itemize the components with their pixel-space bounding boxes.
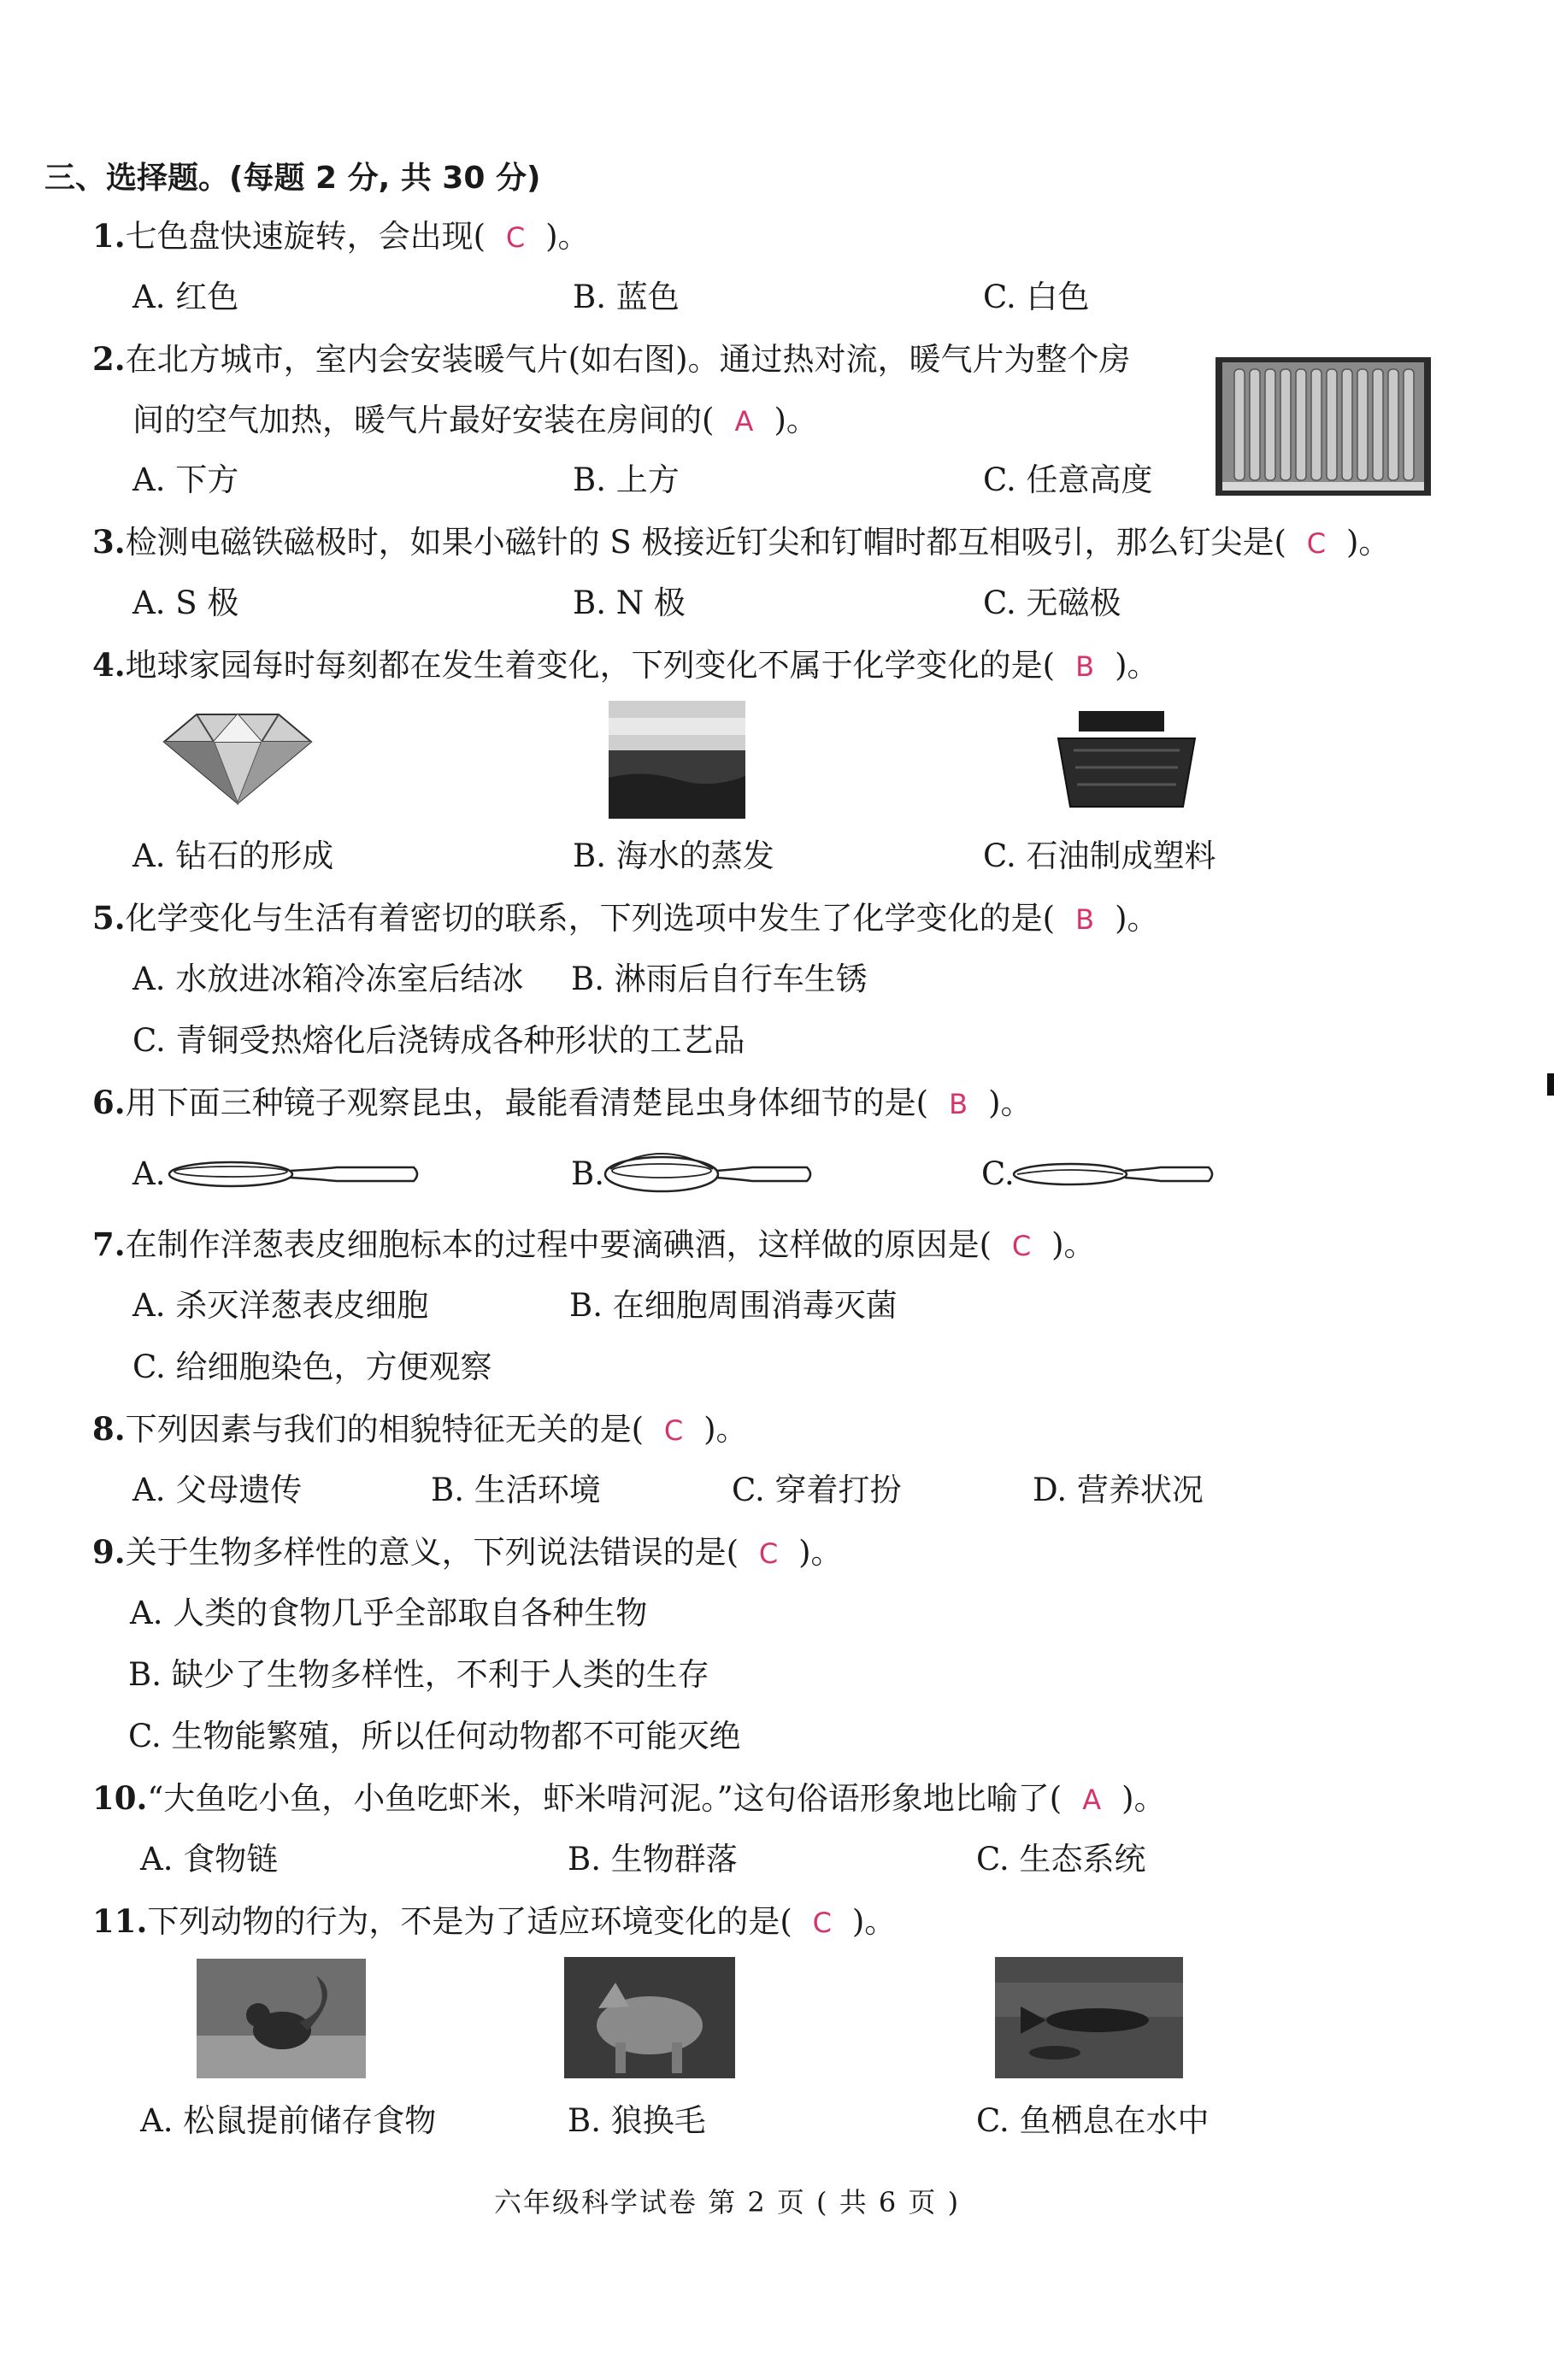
answer-mark: B xyxy=(1075,650,1095,683)
question-stem-end: )。 xyxy=(1345,524,1391,561)
answer-mark: A xyxy=(1082,1784,1102,1816)
option-c: C. 白色 xyxy=(983,279,1090,315)
question-number: 2. xyxy=(92,340,126,378)
question-number: 8. xyxy=(92,1410,126,1448)
question-number: 5. xyxy=(92,899,126,937)
sea-evaporation-image xyxy=(609,701,745,819)
option-b: B. xyxy=(571,1155,604,1192)
answer-mark: A xyxy=(734,405,754,438)
question-2-line2 xyxy=(132,402,818,440)
option-b: B. 在细胞周围消毒灭菌 xyxy=(569,1287,898,1324)
option-c: C. 穿着打扮 xyxy=(732,1472,902,1508)
question-stem: 在北方城市，室内会安装暖气片(如右图)。通过热对流，暖气片为整个房 xyxy=(125,341,1131,378)
option-a: A. 红色 xyxy=(132,279,239,315)
page-footer: 六年级科学试卷 第 2 页 ( 共 6 页 ) xyxy=(494,2186,961,2218)
wolf-photo xyxy=(564,1957,735,2078)
option-b: B. 缺少了生物多样性，不利于人类的生存 xyxy=(128,1656,709,1693)
question-stem-end: )。 xyxy=(1051,1226,1096,1263)
option-b: B. 海水的蒸发 xyxy=(573,837,774,874)
answer-mark: B xyxy=(949,1088,968,1120)
option-c: C. 给细胞染色，方便观察 xyxy=(132,1349,492,1385)
question-11 xyxy=(92,1902,896,1942)
fish-photo xyxy=(995,1957,1183,2078)
option-b: B. 生物群落 xyxy=(568,1841,738,1878)
option-a: A. 水放进冰箱冷冻室后结冰 xyxy=(132,961,524,997)
option-a: A. 钻石的形成 xyxy=(132,837,334,874)
answer-mark: C xyxy=(1011,1230,1032,1262)
question-number: 11. xyxy=(92,1902,148,1940)
question-stem-end: )。 xyxy=(703,1411,748,1448)
option-b: B. N 极 xyxy=(573,585,686,621)
plastic-basket-image xyxy=(1053,708,1200,812)
option-a: A. 父母遗传 xyxy=(132,1472,303,1508)
question-6 xyxy=(92,1084,1033,1123)
option-a: A. 下方 xyxy=(132,461,239,498)
question-number: 3. xyxy=(92,523,126,561)
question-number: 1. xyxy=(92,217,126,255)
question-5 xyxy=(92,899,1159,938)
question-number: 10. xyxy=(92,1779,148,1817)
question-stem: 关于生物多样性的意义，下列说法错误的是( xyxy=(125,1534,739,1571)
question-stem-end: )。 xyxy=(1121,1780,1166,1817)
option-b: B. 狼换毛 xyxy=(568,2102,706,2139)
question-3 xyxy=(92,523,1390,562)
scan-mark xyxy=(1547,1073,1554,1096)
question-4 xyxy=(92,646,1159,685)
question-8 xyxy=(92,1410,748,1449)
option-a: A. 人类的食物几乎全部取自各种生物 xyxy=(130,1595,648,1631)
question-stem: 在制作洋葱表皮细胞标本的过程中要滴碘酒，这样做的原因是( xyxy=(125,1226,992,1263)
option-a: A. 食物链 xyxy=(140,1841,279,1878)
option-c: C. 青铜受热熔化后浇铸成各种形状的工艺品 xyxy=(132,1022,745,1059)
question-stem: “大鱼吃小鱼，小鱼吃虾米，虾米啃河泥。”这句俗语形象地比喻了( xyxy=(147,1780,1062,1817)
question-stem-end: )。 xyxy=(1115,900,1159,937)
option-d: D. 营养状况 xyxy=(1033,1472,1204,1508)
question-number: 7. xyxy=(92,1225,126,1263)
question-stem: 间的空气加热，暖气片最好安装在房间的( xyxy=(132,402,715,438)
question-1 xyxy=(92,217,590,256)
option-c: C. 鱼栖息在水中 xyxy=(976,2102,1210,2139)
question-stem: 地球家园每时每刻都在发生着变化，下列变化不属于化学变化的是( xyxy=(125,647,1056,684)
option-b: B. 蓝色 xyxy=(573,279,680,315)
question-stem-end: )。 xyxy=(774,402,818,438)
question-stem-end: )。 xyxy=(851,1903,897,1940)
question-7 xyxy=(92,1225,1096,1265)
question-2-line1 xyxy=(92,340,1131,379)
question-stem: 下列动物的行为，不是为了适应环境变化的是( xyxy=(147,1903,792,1940)
flat-mirror-image xyxy=(166,1154,422,1195)
answer-mark: B xyxy=(1075,903,1095,936)
question-number: 4. xyxy=(92,646,126,684)
magnifier-image xyxy=(602,1143,815,1196)
option-a: A. 杀灭洋葱表皮细胞 xyxy=(132,1287,429,1324)
answer-mark: C xyxy=(663,1414,684,1447)
option-c: C. 生物能繁殖，所以任何动物都不可能灭绝 xyxy=(128,1718,741,1754)
answer-mark: C xyxy=(812,1907,832,1939)
concave-mirror-image xyxy=(1010,1154,1216,1195)
option-b: B. 生活环境 xyxy=(431,1472,601,1508)
option-c: C. 石油制成塑料 xyxy=(983,837,1216,874)
question-stem: 检测电磁铁磁极时，如果小磁针的 S 极接近钉尖和钉帽时都互相吸引，那么钉尖是( xyxy=(125,524,1286,561)
option-c: C. 任意高度 xyxy=(983,461,1153,498)
option-c: C. 生态系统 xyxy=(976,1841,1146,1878)
answer-mark: C xyxy=(758,1537,779,1570)
option-c: C. 无磁极 xyxy=(983,585,1121,621)
question-10 xyxy=(92,1779,1166,1819)
squirrel-photo xyxy=(197,1959,366,2078)
question-stem: 化学变化与生活有着密切的联系，下列选项中发生了化学变化的是( xyxy=(125,900,1056,937)
question-stem-end: )。 xyxy=(798,1534,843,1571)
question-stem-end: )。 xyxy=(1115,647,1159,684)
option-a: A. xyxy=(132,1155,166,1192)
option-b: B. 淋雨后自行车生锈 xyxy=(571,961,868,997)
question-stem: 下列因素与我们的相貌特征无关的是( xyxy=(125,1411,645,1448)
question-number: 6. xyxy=(92,1084,126,1121)
diamond-image xyxy=(162,709,313,805)
question-9 xyxy=(92,1533,843,1572)
option-c: C. xyxy=(981,1155,1015,1192)
radiator-image xyxy=(1216,357,1431,496)
question-stem-end: )。 xyxy=(988,1084,1033,1121)
answer-mark: C xyxy=(505,221,526,254)
answer-mark: C xyxy=(1306,527,1327,560)
question-stem-end: )。 xyxy=(545,218,590,255)
section-title: 三、选择题。(每题 2 分, 共 30 分) xyxy=(44,161,541,196)
question-stem: 七色盘快速旋转，会出现( xyxy=(125,218,486,255)
option-a: A. 松鼠提前储存食物 xyxy=(140,2102,437,2139)
question-number: 9. xyxy=(92,1533,126,1571)
question-stem: 用下面三种镜子观察昆虫，最能看清楚昆虫身体细节的是( xyxy=(125,1084,929,1121)
option-a: A. S 极 xyxy=(132,585,239,621)
option-b: B. 上方 xyxy=(573,461,680,498)
